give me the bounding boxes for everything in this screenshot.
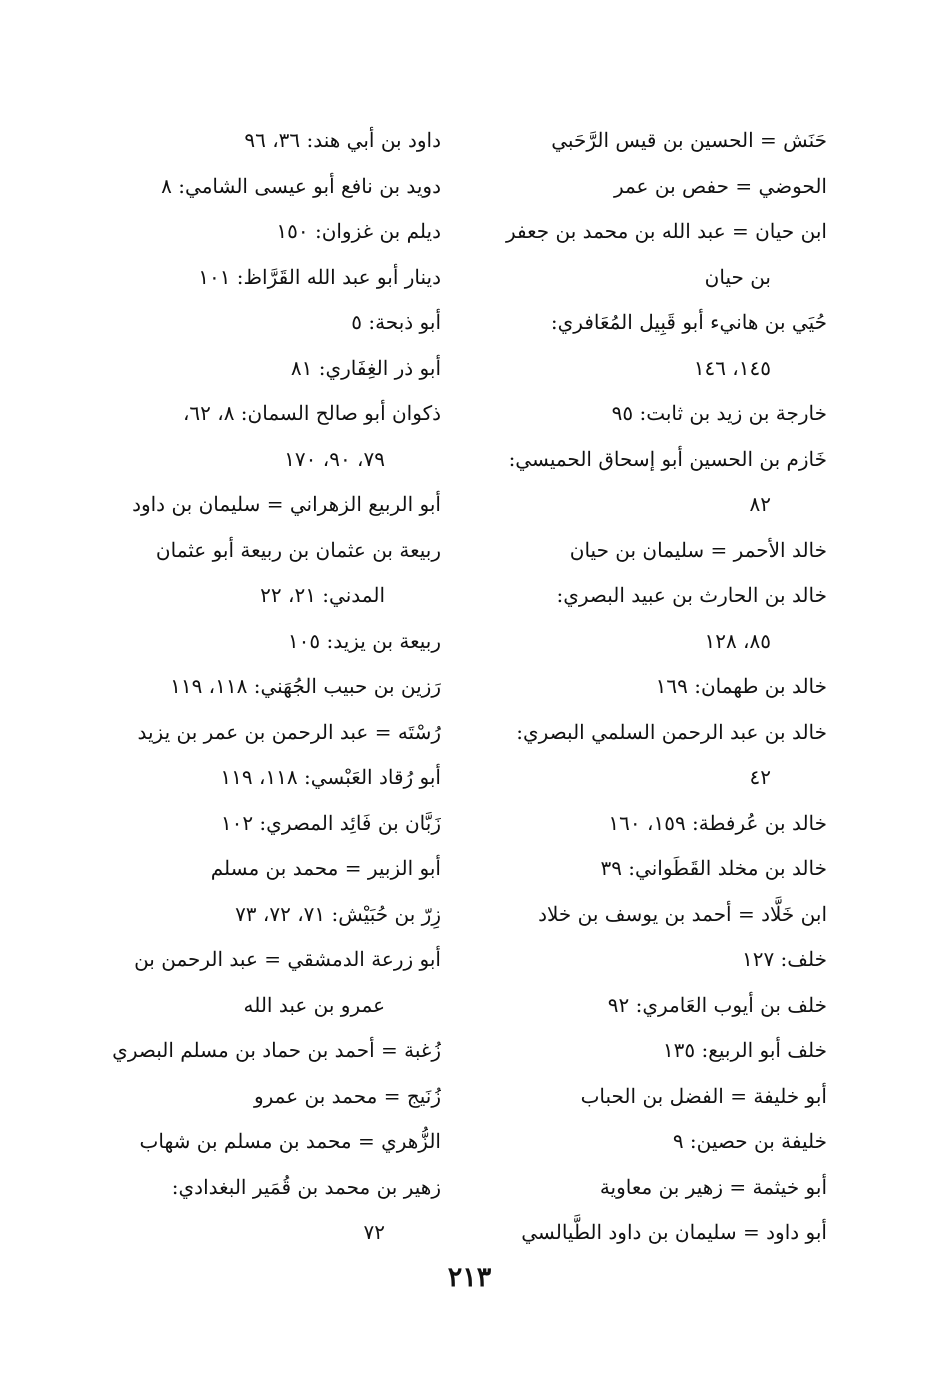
index-entry: ابن خَلَّاد = أحمد بن يوسف بن خلاد (538, 901, 827, 926)
index-entry-continuation: المدني: ٢١، ٢٢ (260, 583, 385, 607)
index-entry: خلف أبو الربيع: ١٣٥ (662, 1038, 827, 1062)
index-entry: أبو ذبحة: ٥ (351, 310, 441, 334)
index-entry-continuation: ٤٢ (749, 765, 771, 789)
index-entry: أبو داود = سليمان بن داود الطَّيالسي (521, 1220, 827, 1244)
index-entry: خالد بن عُرفطة: ١٥٩، ١٦٠ (608, 810, 827, 835)
index-entry: الزُّهري = محمد بن مسلم بن شهاب (139, 1129, 441, 1153)
index-entry: خلف: ١٢٧ (741, 947, 827, 971)
index-column-left (96, 118, 441, 1256)
index-entry-continuation: ٨٢ (749, 492, 771, 516)
index-entry: زهير بن محمد بن قُمَير البغدادي: (171, 1174, 441, 1199)
index-entry: زُغبة = أحمد بن حماد بن مسلم البصري (112, 1038, 441, 1062)
index-entry: خَازم بن الحسين أبو إسحاق الحميسي: (508, 446, 827, 471)
index-entry: خالد بن طهمان: ١٦٩ (655, 674, 827, 698)
index-entry: أبو ذر الغِفَاري: ٨١ (290, 355, 441, 380)
index-entry: أبو الربيع الزهراني = سليمان بن داود (132, 492, 441, 516)
index-entry-continuation: بن حيان (704, 264, 771, 289)
index-entry: خالد بن مخلد القَطَواني: ٣٩ (600, 856, 827, 880)
index-entry-continuation: ١٤٥، ١٤٦ (693, 355, 771, 380)
index-entry: دينار أبو عبد الله القَرَّاظ: ١٠١ (198, 264, 441, 289)
index-entry: خارجة بن زيد بن ثابت: ٩٥ (611, 401, 827, 425)
index-entry: ذكوان أبو صالح السمان: ٨، ٦٢، (182, 401, 441, 425)
index-entry: أبو الزبير = محمد بن مسلم (210, 856, 441, 880)
index-entry: رَزين بن حبيب الجُهَني: ١١٨، ١١٩ (170, 674, 441, 698)
index-entry: زَبَّان بن فَائِد المصري: ١٠٢ (220, 810, 441, 835)
index-entry-continuation: ٧٢ (363, 1220, 385, 1244)
index-entry: أبو خيثمة = زهير بن معاوية (599, 1174, 827, 1199)
index-entry-continuation: ٨٥، ١٢٨ (704, 628, 771, 653)
index-entry: زُنَيج = محمد بن عمرو (253, 1083, 441, 1108)
index-entry: خالد بن الحارث بن عبيد البصري: (556, 583, 827, 607)
index-entry-continuation: ٧٩، ٩٠، ١٧٠ (284, 446, 385, 471)
index-column-right (482, 118, 827, 1256)
index-entry: أبو خليفة = الفضل بن الحباب (580, 1083, 827, 1108)
index-entry: الحوضي = حفص بن عمر (613, 173, 827, 198)
index-entry: ابن حيان = عبد الله بن محمد بن جعفر (505, 219, 827, 243)
index-entry: رُسْتَه = عبد الرحمن بن عمر بن يزيد (137, 719, 441, 744)
index-entry: ربيعة بن يزيد: ١٠٥ (287, 628, 441, 653)
page-number: ٢١٣ (447, 1262, 492, 1293)
index-entry: ديلم بن غزوان: ١٥٠ (276, 219, 441, 243)
index-entry: خالد بن عبد الرحمن السلمي البصري: (516, 719, 827, 744)
index-entry-continuation: عمرو بن عبد الله (243, 992, 385, 1017)
index-entry: زِرّ بن حُبَيْش: ٧١، ٧٢، ٧٣ (235, 901, 441, 926)
index-entry: دويد بن نافع أبو عيسى الشامي: ٨ (161, 173, 441, 198)
index-entry: داود بن أبي هند: ٣٦، ٩٦ (244, 128, 441, 152)
index-entry: خلف بن أيوب العَامري: ٩٢ (607, 992, 827, 1017)
index-entry: أبو زرعة الدمشقي = عبد الرحمن بن (134, 947, 441, 971)
index-entry: ربيعة بن عثمان بن ربيعة أبو عثمان (155, 537, 441, 562)
index-entry: أبو رُقاد العَبْسي: ١١٨، ١١٩ (220, 765, 441, 789)
index-entry: خليفة بن حصين: ٩ (672, 1129, 827, 1153)
index-entry: حَنَش = الحسين بن قيس الرَّحَبي (551, 128, 827, 152)
index-entry: خالد الأحمر = سليمان بن حيان (569, 537, 827, 562)
index-entry: حُيَي بن هانيء أبو قَبِيل المُعَافري: (550, 310, 827, 334)
